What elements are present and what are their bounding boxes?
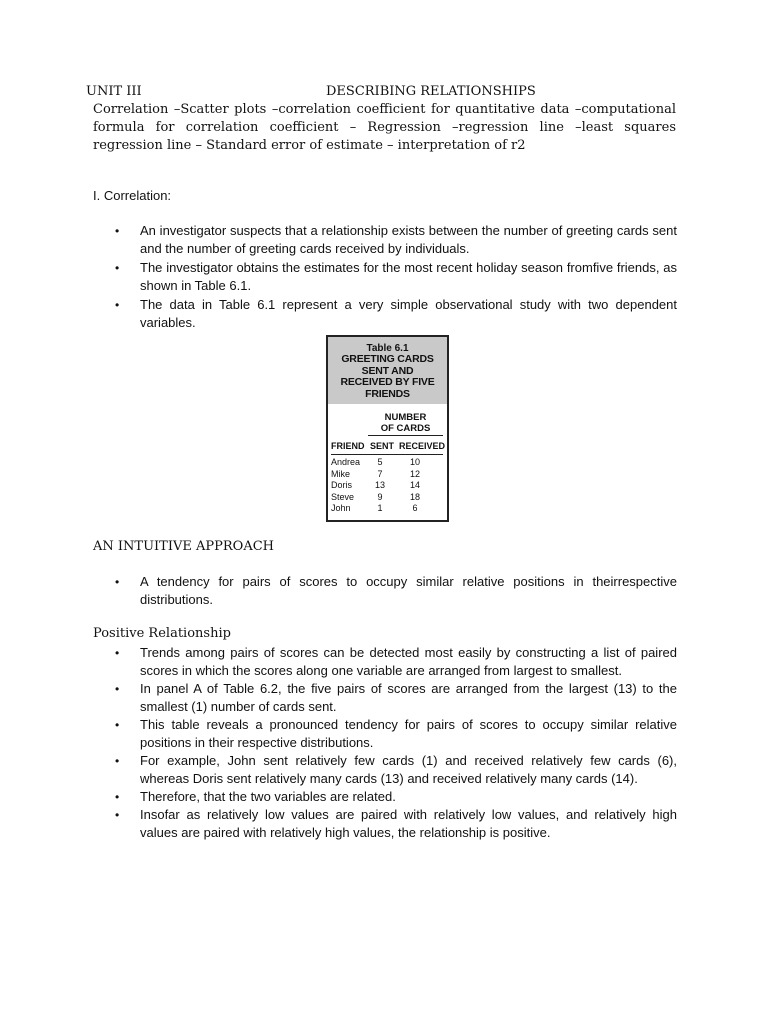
list-item: • This table reveals a pronounced tendency for pairs of scores to occupy similar relative positions in their respective distributions. — [115, 717, 677, 750]
bullet-icon: • — [115, 575, 120, 589]
list-item: • A tendency for pairs of scores to occupy similar relative positions in theirrespective distributions. — [115, 574, 677, 607]
unit-title: DESCRIBING RELATIONSHIPS — [326, 84, 536, 99]
column-spanner: NUMBER OF CARDS — [368, 412, 443, 436]
table-row: Andrea 5 10 — [331, 457, 420, 467]
list-item: • Insofar as relatively low values are paired with relatively low values, and relatively high values are paired with relatively high values, the relationship is positive. — [115, 807, 677, 840]
list-item: • Trends among pairs of scores can be detected most easily by constructing a list of paired scores in which the scores along one variable are arranged from largest to smallest. — [115, 645, 677, 678]
table-row: Doris 13 14 — [331, 480, 420, 490]
table-title-line: SENT AND — [361, 364, 414, 377]
unit-label: UNIT III — [86, 84, 142, 99]
table-header-row — [331, 441, 446, 455]
list-item: • Therefore, that the two variables are related. — [115, 789, 396, 804]
bullet-icon: • — [115, 718, 120, 732]
table-figure — [326, 335, 449, 522]
section-heading-correlation: I. Correlation: — [93, 188, 172, 203]
table-number: Table 6.1 — [366, 343, 409, 354]
table-caption — [328, 337, 447, 404]
list-item: • The investigator obtains the estimates for the most recent holiday season fromfive friends, as shown in Table 6.1. — [115, 260, 677, 293]
table-title-line: GREETING CARDS — [341, 353, 434, 365]
section-heading-positive-relationship: Positive Relationship — [93, 626, 231, 641]
column-header-received: RECEIVED — [399, 441, 446, 451]
table-title-line: RECEIVED BY FIVE — [340, 376, 435, 388]
section-heading-intuitive-approach: AN INTUITIVE APPROACH — [93, 539, 274, 554]
bullet-icon: • — [115, 298, 120, 312]
list-item: • An investigator suspects that a relationship exists between the number of greeting cards sent and the number of greeting cards received by individuals. — [115, 223, 677, 256]
bullet-icon: • — [115, 754, 120, 768]
column-header-friend: FRIEND — [331, 441, 365, 451]
table-row: Steve 9 18 — [331, 491, 420, 502]
list-item: • The data in Table 6.1 represent a very simple observational study with two dependent variables. — [115, 297, 677, 330]
correlation-bullet-list — [93, 222, 677, 333]
intuitive-bullet-list — [93, 573, 677, 609]
table-row: John 1 6 — [331, 503, 418, 513]
bullet-icon: • — [115, 790, 120, 804]
syllabus-text: Correlation –Scatter plots –correlation coefficient for quantitative data –computational formula for correlation coefficient – Regression –regression line –least squares regression line – Standard error of estimate – interpretation of r2 — [93, 102, 676, 153]
list-item: • In panel A of Table 6.2, the five pairs of scores are arranged from the largest (13) to the smallest (1) number of cards sent. — [115, 681, 677, 714]
column-header-sent: SENT — [370, 441, 395, 451]
bullet-icon: • — [115, 646, 120, 660]
list-item: • For example, John sent relatively few cards (1) and received relatively few cards (6), whereas Doris sent relatively many cards (13) and received relatively many cards (14). — [115, 753, 677, 786]
table-row: Mike 7 12 — [331, 468, 420, 479]
table-body — [331, 457, 443, 515]
table-title-line: FRIENDS — [365, 387, 410, 400]
bullet-icon: • — [115, 808, 120, 822]
positive-bullet-list — [93, 644, 677, 842]
bullet-icon: • — [115, 261, 120, 275]
bullet-icon: • — [115, 682, 120, 696]
bullet-icon: • — [115, 224, 120, 238]
